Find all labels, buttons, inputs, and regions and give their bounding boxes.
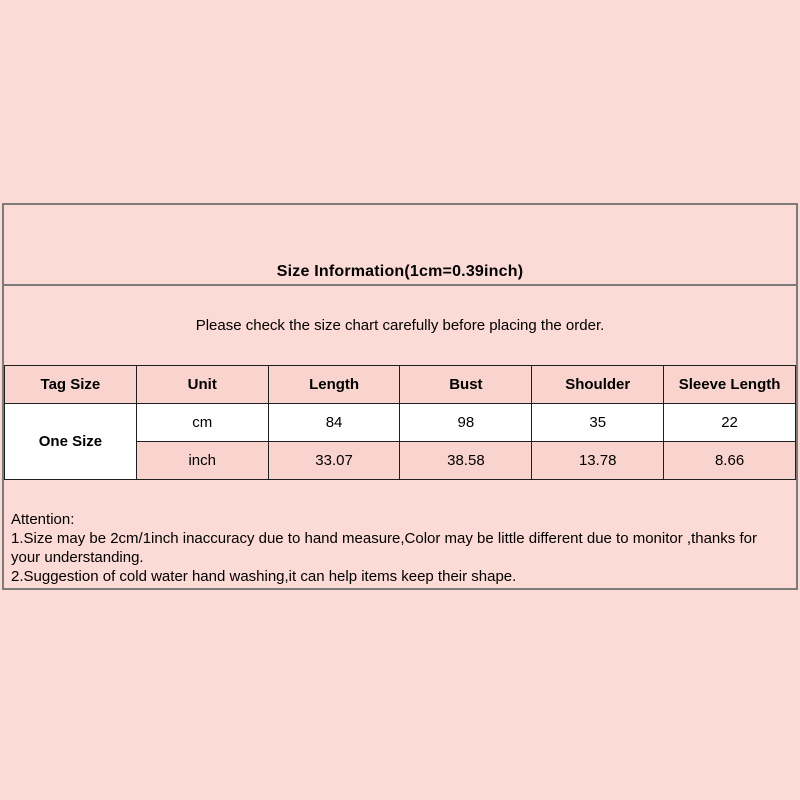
subtitle-section xyxy=(4,286,796,365)
length-cm: 84 xyxy=(268,404,400,442)
column-header-tag-size: Tag Size xyxy=(5,366,137,404)
subtitle: Please check the size chart carefully before placing the order. xyxy=(195,317,605,334)
table-row-cm xyxy=(5,404,796,442)
sleeve-length-cm: 22 xyxy=(664,404,796,442)
unit-cm: cm xyxy=(136,404,268,442)
column-header-unit: Unit xyxy=(136,366,268,404)
attention-heading: Attention: xyxy=(11,511,75,528)
tag-size-value: One Size xyxy=(5,404,137,480)
column-header-bust: Bust xyxy=(400,366,532,404)
attention-line-1: 1.Size may be 2cm/1inch inaccuracy due to hand measure,Color may be little different due to monitor ,thanks for your understanding. xyxy=(11,530,757,566)
title-section xyxy=(4,205,796,286)
shoulder-cm: 35 xyxy=(532,404,664,442)
unit-inch: inch xyxy=(136,442,268,480)
bust-inch: 38.58 xyxy=(400,442,532,480)
column-header-sleeve-length: Sleeve Length xyxy=(664,366,796,404)
shoulder-inch: 13.78 xyxy=(532,442,664,480)
column-header-shoulder: Shoulder xyxy=(532,366,664,404)
page-title: Size Information(1cm=0.39inch) xyxy=(276,263,524,280)
length-inch: 33.07 xyxy=(268,442,400,480)
attention-line-2: 2.Suggestion of cold water hand washing,it can help items keep their shape. xyxy=(11,568,517,585)
bust-cm: 98 xyxy=(400,404,532,442)
column-header-length: Length xyxy=(268,366,400,404)
attention-section xyxy=(4,480,796,588)
size-table-header-row xyxy=(5,366,796,404)
size-table xyxy=(4,365,796,480)
sleeve-length-inch: 8.66 xyxy=(664,442,796,480)
size-info-panel xyxy=(2,203,798,590)
